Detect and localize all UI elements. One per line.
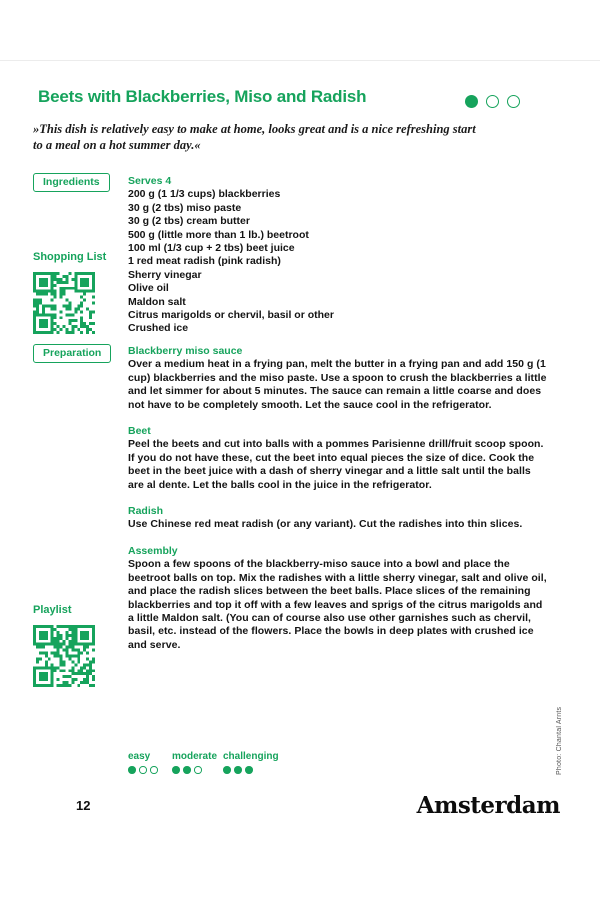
filled-dot-icon bbox=[234, 766, 242, 774]
ingredient-item: Citrus marigolds or chervil, basil or other bbox=[128, 309, 334, 322]
ingredient-item: 30 g (2 tbs) miso paste bbox=[128, 201, 242, 214]
ingredient-item: Olive oil bbox=[128, 282, 169, 295]
legend-label: challenging bbox=[223, 751, 279, 762]
serves-heading: Serves 4 bbox=[128, 175, 172, 187]
ingredients-block bbox=[128, 175, 549, 336]
shopping-list-label: Shopping List bbox=[33, 251, 107, 263]
playlist-label: Playlist bbox=[33, 604, 72, 616]
ingredient-item: 100 ml (1/3 cup + 2 tbs) beet juice bbox=[128, 242, 295, 255]
legend-dots bbox=[223, 766, 279, 774]
ingredient-item: 500 g (little more than 1 lb.) beetroot bbox=[128, 228, 309, 241]
open-dot-icon bbox=[150, 766, 158, 774]
legend-dots bbox=[172, 766, 217, 774]
prep-section bbox=[128, 345, 549, 412]
prep-section bbox=[128, 505, 549, 532]
open-dot-icon bbox=[139, 766, 147, 774]
page-edge-line bbox=[0, 60, 600, 61]
prep-section-heading: Assembly bbox=[128, 544, 178, 557]
ingredient-item: 200 g (1 1/3 cups) blackberries bbox=[128, 188, 281, 201]
ingredient-item: Maldon salt bbox=[128, 295, 186, 308]
photo-credit: Photo: Chantal Arnts bbox=[556, 706, 563, 775]
open-dot-icon bbox=[486, 95, 499, 108]
prep-section bbox=[128, 425, 549, 492]
legend-label: moderate bbox=[172, 751, 218, 762]
filled-dot-icon bbox=[172, 766, 180, 774]
filled-dot-icon bbox=[465, 95, 478, 108]
ingredient-item: Sherry vinegar bbox=[128, 268, 202, 281]
ingredients-label: Ingredients bbox=[33, 173, 110, 192]
legend-dots bbox=[128, 766, 158, 774]
ingredient-item: 1 red meat radish (pink radish) bbox=[128, 255, 281, 268]
intro-quote bbox=[33, 121, 533, 153]
ingredient-item: 30 g (2 tbs) cream butter bbox=[128, 215, 250, 228]
legend-item-challenging bbox=[223, 751, 279, 774]
prep-section-body: Peel the beets and cut into balls with a pommes Parisienne drill/fruit scoop spoon. If you do not have these, cut the beet into equal pieces the size of dice. Cook the beet in the beet juice with a dash of sherry vinegar and a little salt until the balls are al dente. Let the balls cool in the juice in the refrigerator. bbox=[128, 438, 544, 491]
prep-section-body: Spoon a few spoons of the blackberry-miso sauce into a bowl and place the beetroot balls on top. Mix the radishes with a little sherry vinegar, salt and olive oil, and place the radish slices between the beet balls. Place slices of the remaining blackberries and top it off with a few leaves and sprigs of the citrus marigolds and a little Maldon salt. (You can of course also use other garnishes such as chervil, basil, etc. instead of the flowers. Place the bowls in deep plates with crushed ice and serve. bbox=[128, 558, 547, 651]
prep-section-heading: Blackberry miso sauce bbox=[128, 345, 243, 357]
brand-wordmark: Amsterdam bbox=[416, 792, 560, 819]
difficulty-legend bbox=[0, 751, 600, 785]
ingredient-item: Crushed ice bbox=[128, 322, 189, 335]
preparation-sections bbox=[128, 345, 549, 665]
open-dot-icon bbox=[194, 766, 202, 774]
playlist-qr-code bbox=[33, 625, 95, 687]
open-dot-icon bbox=[507, 95, 520, 108]
legend-item-easy bbox=[128, 751, 158, 774]
page-title: Beets with Blackberries, Miso and Radish bbox=[38, 87, 367, 106]
filled-dot-icon bbox=[128, 766, 136, 774]
prep-section-heading: Radish bbox=[128, 505, 164, 518]
difficulty-indicator bbox=[465, 95, 520, 108]
prep-section bbox=[128, 545, 549, 652]
prep-section-body: Use Chinese red meat radish (or any variant). Cut the radishes into thin slices. bbox=[128, 518, 523, 531]
prep-section-heading: Beet bbox=[128, 425, 151, 438]
filled-dot-icon bbox=[183, 766, 191, 774]
shopping-list-qr-code bbox=[33, 272, 95, 334]
filled-dot-icon bbox=[223, 766, 231, 774]
intro-quote-line1: »This dish is relatively easy to make at home, looks great and is a nice refreshing start bbox=[33, 122, 476, 136]
legend-label: easy bbox=[128, 751, 151, 762]
prep-section-body: Over a medium heat in a frying pan, melt the butter in a frying pan and add 150 g (1 cup) blackberries and the miso paste. Use a spoon to crush the blackberries a little and let simmer for about 5 minutes. The sauce can remain a little coarse and does not have to be completely smooth. Let the sauce cool in the refrigerator. bbox=[128, 358, 547, 411]
ingredient-list bbox=[128, 188, 549, 335]
intro-quote-line2: to a meal on a hot summer day.« bbox=[33, 138, 201, 152]
preparation-label: Preparation bbox=[33, 344, 111, 363]
legend-item-moderate bbox=[172, 751, 217, 774]
page-number: 12 bbox=[76, 798, 91, 813]
filled-dot-icon bbox=[245, 766, 253, 774]
